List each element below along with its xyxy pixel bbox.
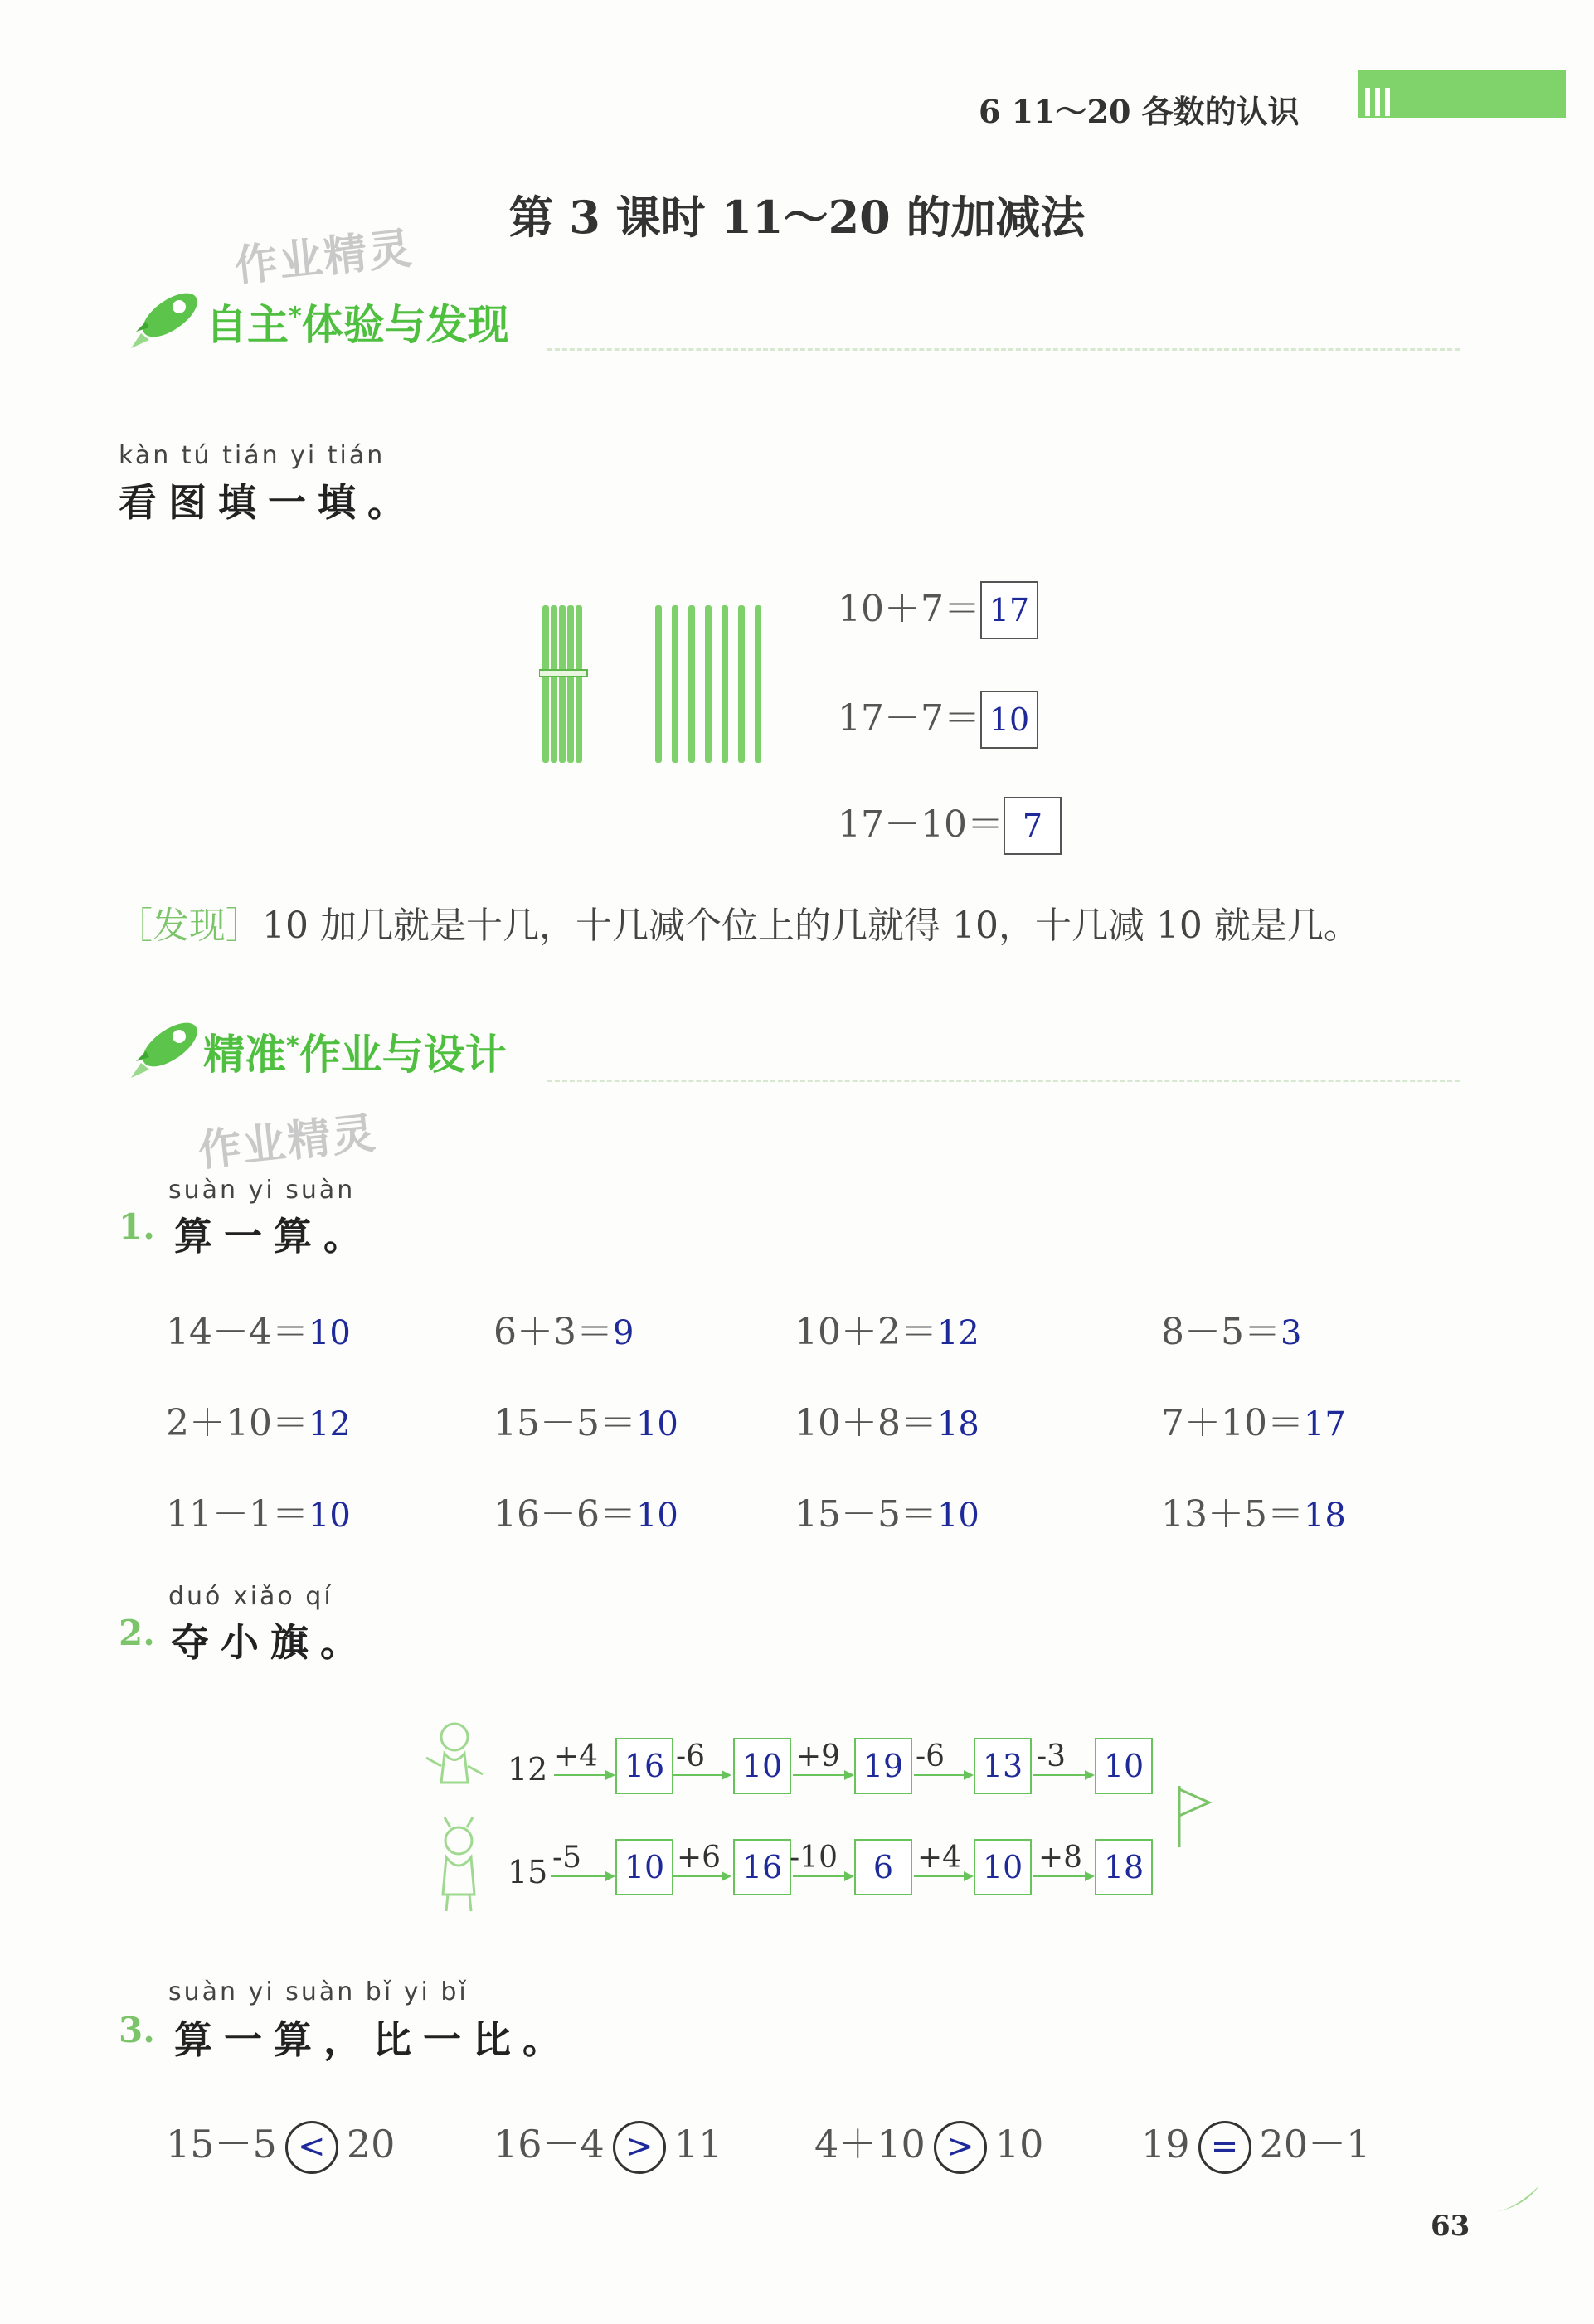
compare-item [1141,2114,1370,2174]
compare-item [166,2114,395,2174]
chain-answer-box[interactable]: 13 [974,1738,1032,1794]
calc-answer: 10 [635,1497,678,1535]
chain-op: +9 [796,1739,841,1773]
calc-item [493,1302,634,1355]
arrow-icon [1033,1875,1093,1877]
calc-expr: 14－4＝ [166,1311,309,1353]
calc-expr: 10＋2＝ [795,1311,937,1353]
calc-answer: 10 [936,1497,979,1535]
equation-expr: 17－7＝ [838,697,980,740]
question-number: 2. [119,1613,155,1653]
header-decoration-bar [1358,70,1566,118]
arrow-icon [673,1875,730,1877]
compare-left: 19 [1141,2122,1190,2166]
pinyin-q2: duó xiǎo qí [168,1582,333,1611]
calc-answer: 12 [936,1314,979,1352]
arrow-icon [551,1875,614,1877]
arrow-icon [554,1774,614,1776]
calc-answer: 9 [613,1314,634,1352]
arrow-icon [914,1774,972,1776]
calc-answer: 17 [1303,1405,1346,1443]
compare-sign[interactable]: = [1198,2121,1251,2174]
title-star: * [286,1031,299,1061]
chain-op: -5 [552,1841,582,1875]
question-number: 1. [119,1206,155,1247]
chain-op: -6 [916,1739,945,1773]
calc-answer: 18 [1303,1497,1346,1535]
chain-answer-box[interactable]: 6 [854,1839,912,1895]
chain-answer-box[interactable]: 19 [854,1738,912,1794]
watermark: 作业精灵 [231,222,416,293]
calc-item [1161,1302,1301,1355]
arrow-icon [793,1774,853,1776]
question-number: 3. [119,2010,155,2050]
chain-op: -10 [790,1841,838,1875]
compare-left: 15－5 [166,2122,277,2166]
fill-equation-1 [838,579,1038,639]
calc-answer: 10 [308,1314,351,1352]
arrow-icon [1033,1774,1093,1776]
lesson-title: 第 3 课时 11～20 的加减法 [508,191,1086,244]
answer-box[interactable]: 7 [1004,797,1062,855]
finding-note [116,895,1360,949]
section-divider [547,1080,1460,1082]
chain-op: +4 [554,1739,599,1773]
page-number: 63 [1431,2210,1470,2243]
chain-answer-box[interactable]: 10 [974,1839,1032,1895]
calc-item [166,1393,351,1446]
calc-item [795,1484,979,1537]
section-title-part1: 精准 [203,1031,286,1079]
calc-expr: 16－6＝ [493,1493,636,1536]
section-title-part1: 自主 [206,301,289,349]
calc-expr: 13＋5＝ [1161,1493,1304,1536]
section-title-part2: 体验与发现 [301,301,509,349]
compare-right: 11 [673,2122,723,2166]
chain-answer-box[interactable]: 16 [733,1839,791,1895]
chain-op: -3 [1037,1739,1067,1773]
compare-left: 4＋10 [814,2122,926,2166]
equation-expr: 17－10＝ [838,803,1004,846]
counting-sticks-illustration [539,597,788,771]
calc-expr: 15－5＝ [795,1493,937,1536]
rocket-icon [124,282,207,357]
calc-item [1161,1484,1346,1537]
rocket-icon [124,1012,207,1086]
calc-answer: 12 [308,1405,351,1443]
section-title-part2: 作业与设计 [299,1031,507,1079]
compare-sign[interactable]: > [934,2121,987,2174]
chain-answer-box[interactable]: 16 [615,1738,673,1794]
calc-expr: 6＋3＝ [493,1311,613,1353]
leaf-icon [1493,2182,1543,2215]
calc-expr: 8－5＝ [1161,1311,1281,1353]
compare-sign[interactable]: < [285,2121,338,2174]
arrow-icon [793,1875,853,1877]
answer-box[interactable]: 17 [980,581,1038,639]
calc-item [1161,1393,1346,1446]
arrow-icon [914,1875,972,1877]
pinyin-q3: suàn yi suàn bǐ yi bǐ [168,1977,469,2006]
calc-answer: 18 [936,1405,979,1443]
chain-answer-box[interactable]: 10 [615,1839,673,1895]
compare-item [814,2114,1043,2174]
instruction-q1: 算一算。 [174,1214,373,1259]
finding-tag: ［发现］ [116,905,262,947]
fill-equation-2 [838,688,1038,749]
compare-right: 10 [994,2122,1044,2166]
pinyin-look-fill: kàn tú tián yi tián [119,441,386,470]
calc-expr: 7＋10＝ [1161,1402,1304,1444]
calc-answer: 3 [1281,1314,1302,1352]
flag-icon [1171,1783,1221,1849]
arrow-icon [673,1774,730,1776]
chain-start: 15 [508,1854,548,1890]
calc-answer: 10 [635,1405,678,1443]
compare-right: 20－1 [1259,2122,1371,2166]
equation-expr: 10＋7＝ [838,588,980,630]
calc-item [166,1484,351,1537]
calc-answer: 10 [308,1497,351,1535]
watermark: 作业精灵 [195,1107,380,1177]
calc-item [795,1302,979,1355]
compare-left: 16－4 [493,2122,605,2166]
chain-start: 12 [508,1751,548,1788]
calc-item [493,1484,678,1537]
answer-box[interactable]: 10 [980,691,1038,749]
section-title-practice [203,1021,507,1081]
chain-op: +8 [1038,1841,1083,1875]
section-divider [547,348,1460,351]
fill-equation-3 [838,794,1062,855]
deer-illustration [421,1816,496,1915]
finding-text: 10 加几就是十几，十几减个位上的几就得 10，十几减 10 就是几。 [262,905,1360,947]
calc-item [493,1393,678,1446]
instruction-look-fill: 看图填一填。 [119,480,417,525]
calc-item [166,1302,351,1355]
chain-op: +4 [917,1841,962,1875]
compare-item [493,2114,722,2174]
calc-expr: 15－5＝ [493,1402,636,1444]
chain-answer-box[interactable]: 10 [1095,1738,1153,1794]
calc-expr: 11－1＝ [166,1493,309,1536]
title-star: * [289,302,302,332]
chain-answer-box[interactable]: 18 [1095,1839,1153,1895]
calc-expr: 10＋8＝ [795,1402,937,1444]
chain-op: -6 [676,1739,706,1773]
section-title-experience [206,292,509,352]
compare-right: 20 [346,2122,396,2166]
compare-sign[interactable]: > [613,2121,666,2174]
instruction-q2: 夺小旗。 [171,1620,370,1665]
calc-item [795,1393,979,1446]
monkey-illustration [421,1716,488,1799]
chapter-header: 6 11～20 各数的认识 [979,93,1300,130]
chain-answer-box[interactable]: 10 [733,1738,791,1794]
chain-op: +6 [677,1841,722,1875]
instruction-q3: 算一算，比一比。 [174,2017,572,2062]
calc-expr: 2＋10＝ [166,1402,309,1444]
pinyin-q1: suàn yi suàn [168,1176,356,1205]
